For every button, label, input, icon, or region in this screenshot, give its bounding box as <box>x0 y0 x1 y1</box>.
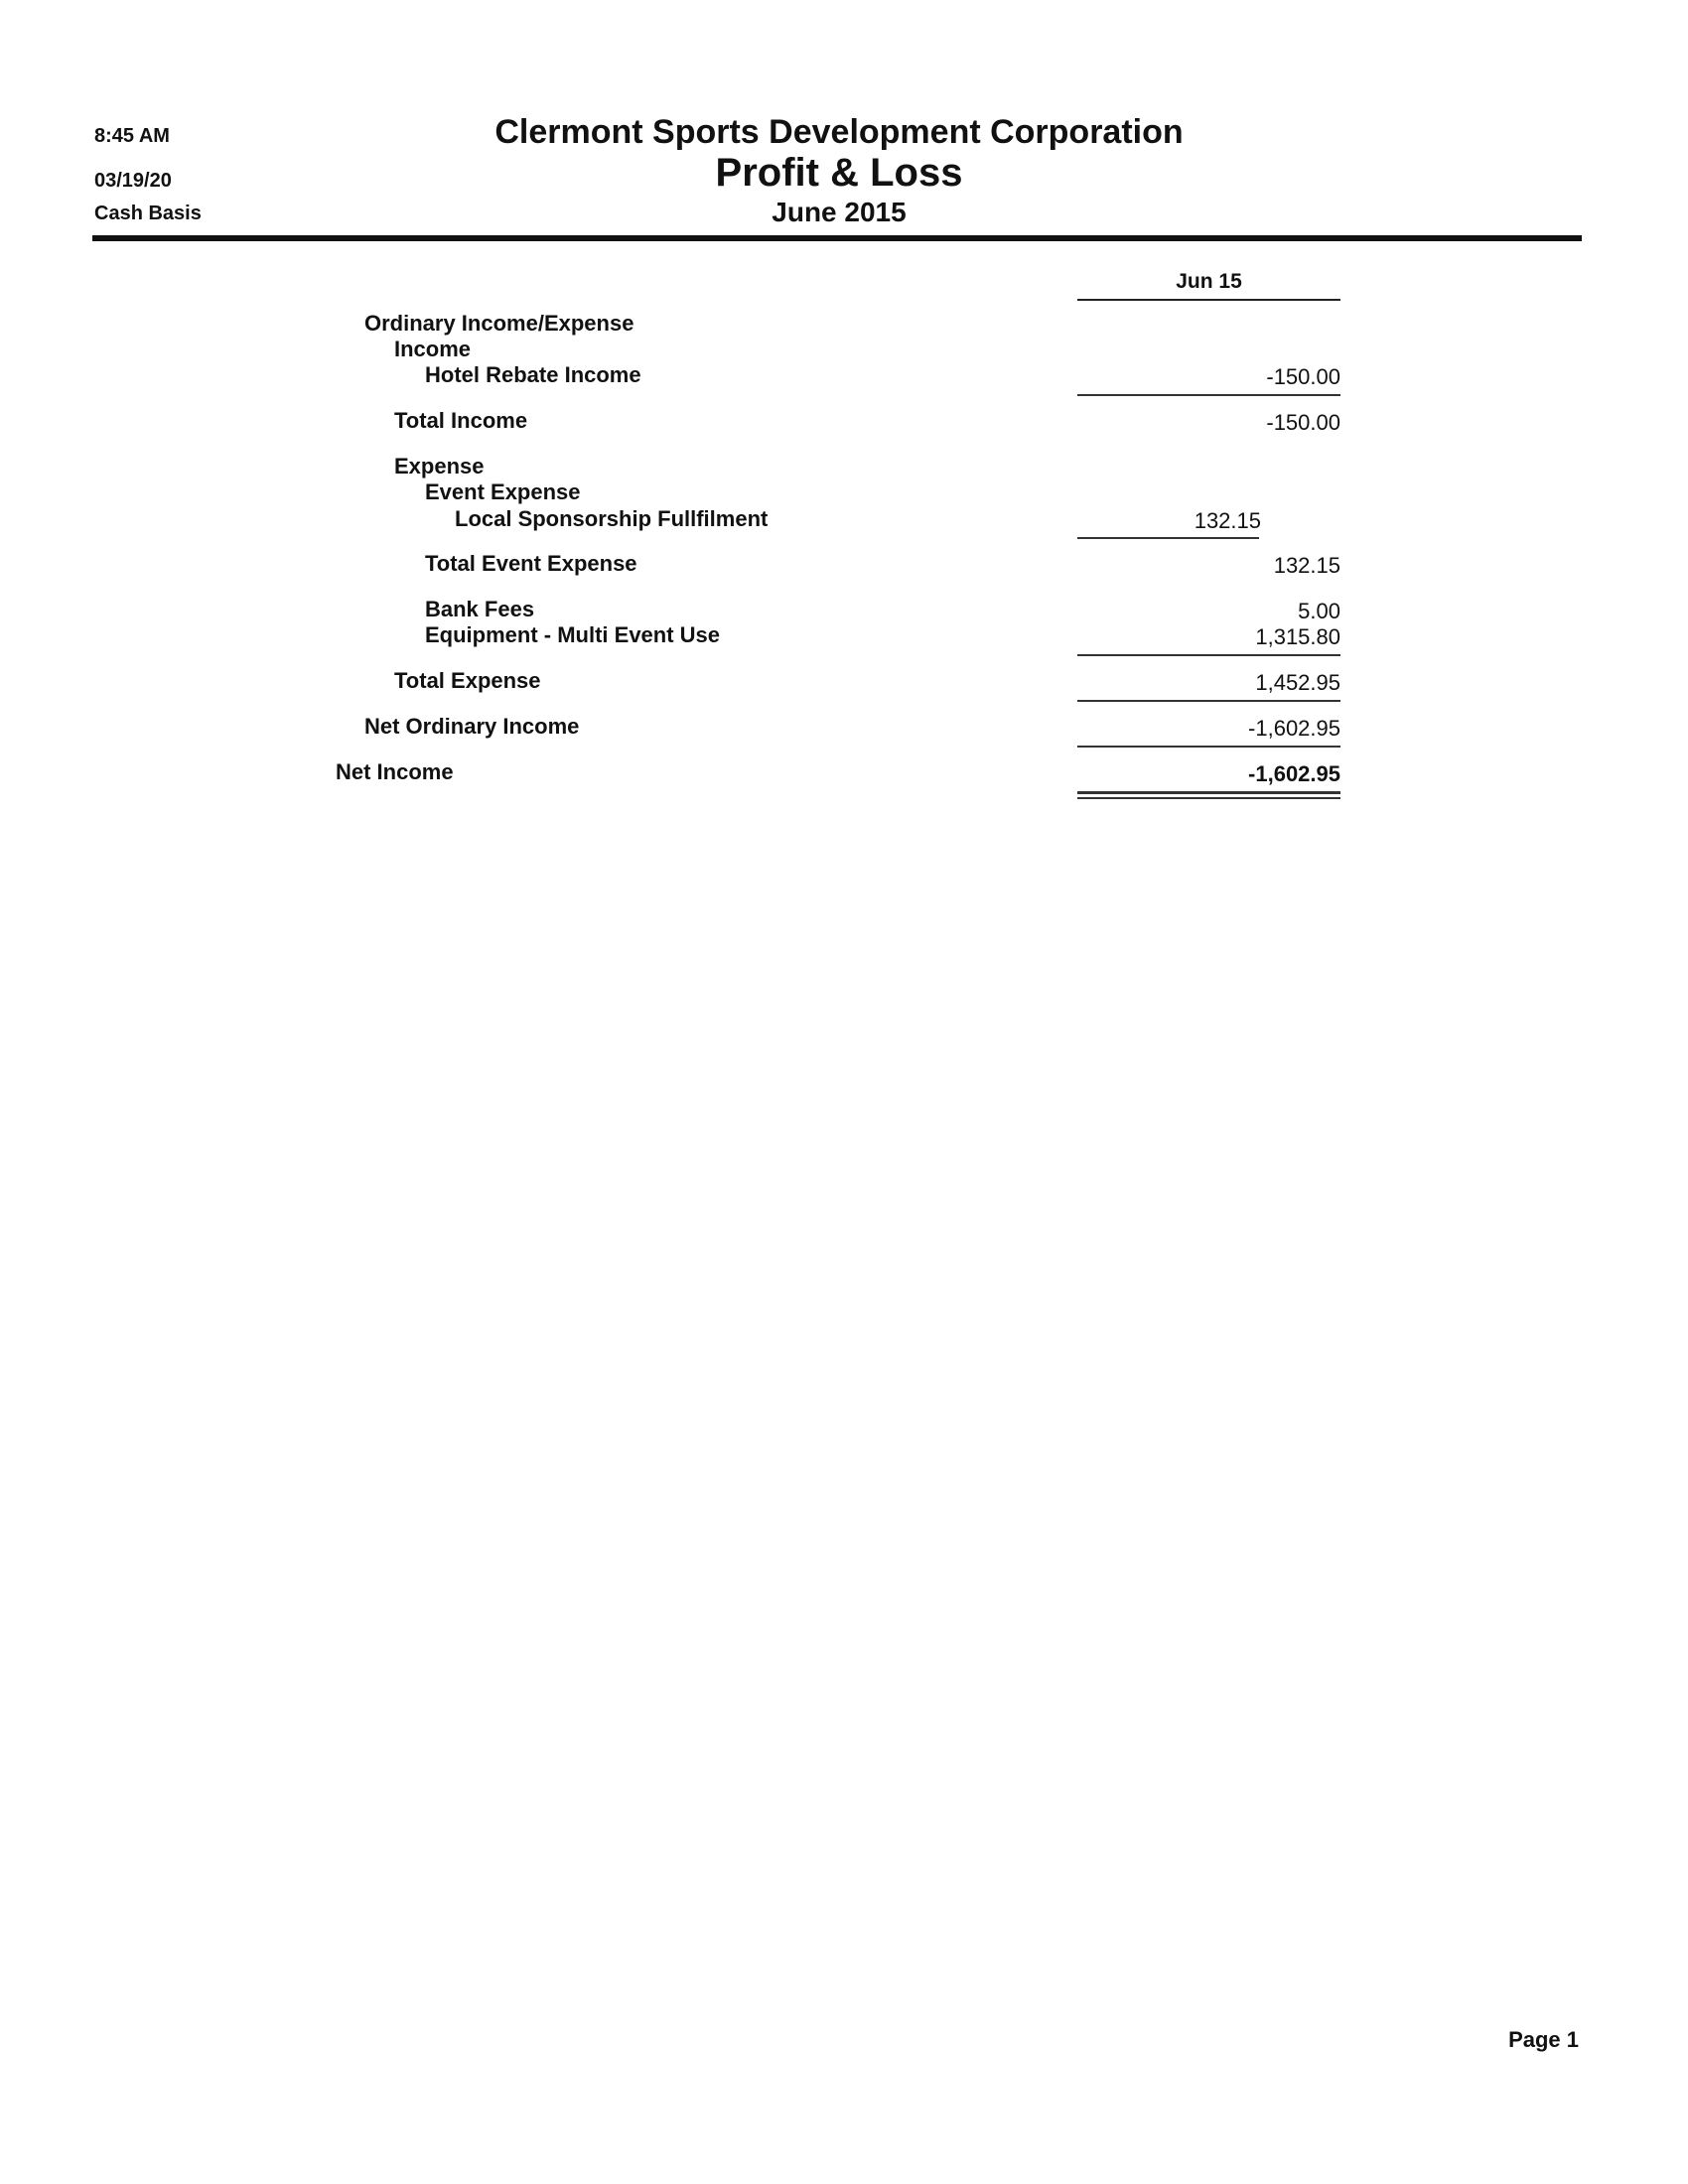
report-date: 03/19/20 <box>94 170 172 192</box>
row-label-net-income: Net Income <box>336 759 454 784</box>
row-amount-local-sponsorship: 132.15 <box>1194 508 1261 533</box>
column-header: Jun 15 <box>1176 270 1242 293</box>
row-amount-total-expense: 1,452.95 <box>1255 670 1340 695</box>
row-label-hotel-rebate-income: Hotel Rebate Income <box>425 362 641 387</box>
row-amount-hotel-rebate-income: -150.00 <box>1266 364 1340 389</box>
page-number: Page 1 <box>1508 2027 1579 2052</box>
column-header-underline <box>1077 299 1340 301</box>
row-amount-net-ordinary-income: -1,602.95 <box>1248 716 1340 741</box>
report-time: 8:45 AM <box>94 125 170 147</box>
double-rule-bottom <box>1077 797 1340 799</box>
row-amount-total-event-expense: 132.15 <box>1273 553 1340 578</box>
row-amount-net-income: -1,602.95 <box>1248 761 1340 786</box>
row-label-event-expense: Event Expense <box>425 479 581 504</box>
row-label-bank-fees: Bank Fees <box>425 597 535 621</box>
report-period: June 2015 <box>772 197 907 227</box>
company-name: Clermont Sports Development Corporation <box>494 113 1184 151</box>
row-label-local-sponsorship: Local Sponsorship Fullfilment <box>455 506 769 531</box>
subtotal-rule-net-ordinary <box>1077 700 1340 702</box>
double-rule-top <box>1077 791 1340 794</box>
row-label-expense: Expense <box>394 454 485 478</box>
row-label-net-ordinary-income: Net Ordinary Income <box>364 714 580 739</box>
row-label-total-event-expense: Total Event Expense <box>425 551 637 576</box>
subtotal-rule-expense <box>1077 654 1340 656</box>
header-divider <box>92 235 1582 241</box>
report-basis: Cash Basis <box>94 203 202 224</box>
subtotal-rule-income <box>1077 394 1340 396</box>
row-amount-equipment-multi-event: 1,315.80 <box>1255 624 1340 649</box>
row-label-equipment-multi-event: Equipment - Multi Event Use <box>425 622 721 647</box>
subtotal-rule-net-income <box>1077 746 1340 748</box>
subtotal-rule-event-expense <box>1077 537 1259 539</box>
row-amount-bank-fees: 5.00 <box>1298 599 1340 623</box>
row-label-ordinary-income-expense: Ordinary Income/Expense <box>364 311 634 336</box>
report-title: Profit & Loss <box>715 151 963 195</box>
row-amount-total-income: -150.00 <box>1266 410 1340 435</box>
row-label-total-expense: Total Expense <box>394 668 541 693</box>
row-label-income: Income <box>394 337 472 361</box>
row-label-total-income: Total Income <box>394 408 528 433</box>
